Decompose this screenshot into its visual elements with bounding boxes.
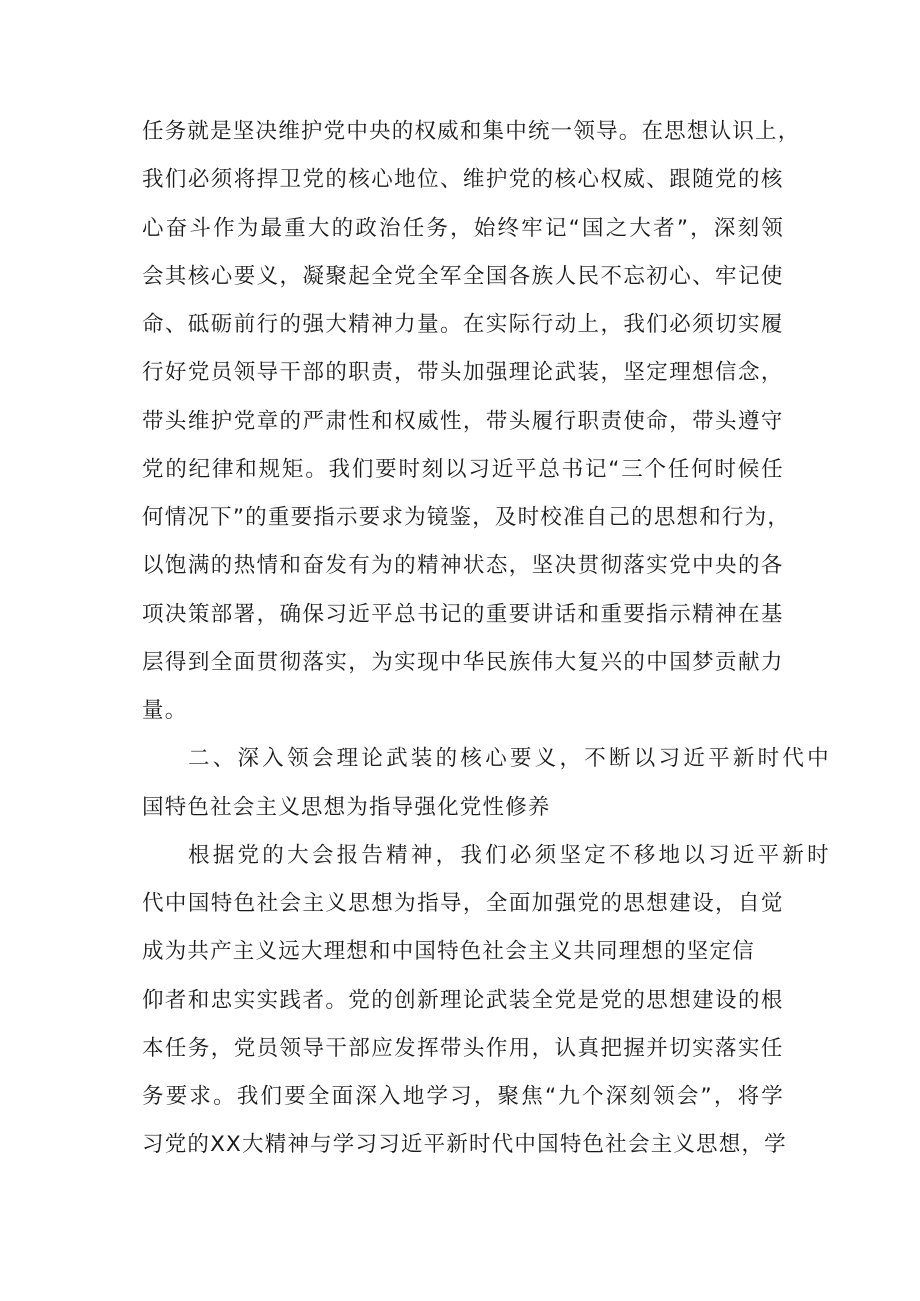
text-line: 根 据 党 的 大 会 报 告 精 神 ， 我 们 必 须 坚 定 不 移 地 以 习 近 平 新 时: [188, 843, 830, 868]
text-line: 心 奋 斗 作 为 最 重 大 的 政 治 任 务 ， 始 终 牢 记 “ 国 之 大 者 ” ， 深 刻 领: [142, 216, 784, 241]
text-line: 代 中 国 特 色 社 会 主 义 思 想 为 指 导 ， 全 面 加 强 党 的 思 想 建 设 ， 自 觉: [142, 891, 784, 916]
text-line: 国特色社会主义思想为指导强化党性修养: [142, 795, 551, 820]
text-line: 何 情 况 下 ” 的 重 要 指 示 要 求 为 镜 鉴 ， 及 时 校 准 自 己 的 思 想 和 行 为 ，: [142, 505, 791, 530]
text-line: 带 头 维 护 党 章 的 严 肃 性 和 权 威 性 ， 带 头 履 行 职 责 使 命 ， 带 头 遵 守: [142, 409, 784, 434]
text-line: 项 决 策 部 署 ， 确 保 习 近 平 总 书 记 的 重 要 讲 话 和 重 要 指 示 精 神 在 基: [142, 602, 784, 627]
text-line: 二 、 深 入 领 会 理 论 武 装 的 核 心 要 义 ， 不 断 以 习 近 平 新 时 代 中: [188, 746, 830, 771]
text-line: 层 得 到 全 面 贯 彻 落 实 ， 为 实 现 中 华 民 族 伟 大 复 兴 的 中 国 梦 贡 献 力: [142, 650, 784, 675]
text-line: 以 饱 满 的 热 情 和 奋 发 有 为 的 精 神 状 态 ， 坚 决 贯 彻 落 实 党 中 央 的 各: [142, 553, 784, 578]
text-line: 行 好 党 员 领 导 干 部 的 职 责 ， 带 头 加 强 理 论 武 装 ， 坚 定 理 想 信 念 ，: [142, 360, 784, 385]
text-line: 我 们 必 须 将 捍 卫 党 的 核 心 地 位 、 维 护 党 的 核 心 权 威 、 跟 随 党 的 核: [142, 167, 784, 192]
text-line: 命 、 砥 砺 前 行 的 强 大 精 神 力 量 。 在 实 际 行 动 上 ， 我 们 必 须 切 实 履: [142, 312, 784, 337]
text-line: 本 任 务 ， 党 员 领 导 干 部 应 发 挥 带 头 作 用 ， 认 真 把 握 并 切 实 落 实 任: [142, 1036, 784, 1061]
text-line: 量。: [142, 698, 188, 723]
text-line: 会 其 核 心 要 义 ， 凝 聚 起 全 党 全 军 全 国 各 族 人 民 不 忘 初 心 、 牢 记 使: [142, 264, 784, 289]
text-line: 任 务 就 是 坚 决 维 护 党 中 央 的 权 威 和 集 中 统 一 领 导 。 在 思 想 认 识 上 ，: [142, 119, 801, 144]
text-line: 习 党 的 X X 大 精 神 与 学 习 习 近 平 新 时 代 中 国 特 色 社 会 主 义 思 想 ， 学: [142, 1132, 787, 1157]
text-line: 成为共产主义远大理想和中国特色社会主义共同理想的坚定信: [142, 939, 755, 964]
text-line: 党 的 纪 律 和 规 矩 。 我 们 要 时 刻 以 习 近 平 总 书 记 “ 三 个 任 何 时 候 任: [142, 457, 784, 482]
text-line: 务 要 求 。 我 们 要 全 面 深 入 地 学 习 ， 聚 焦 “ 九 个 深 刻 领 会 ” ， 将 学: [142, 1084, 784, 1109]
text-line: 仰 者 和 忠 实 实 践 者 。 党 的 创 新 理 论 武 装 全 党 是 党 的 思 想 建 设 的 根: [142, 988, 784, 1013]
